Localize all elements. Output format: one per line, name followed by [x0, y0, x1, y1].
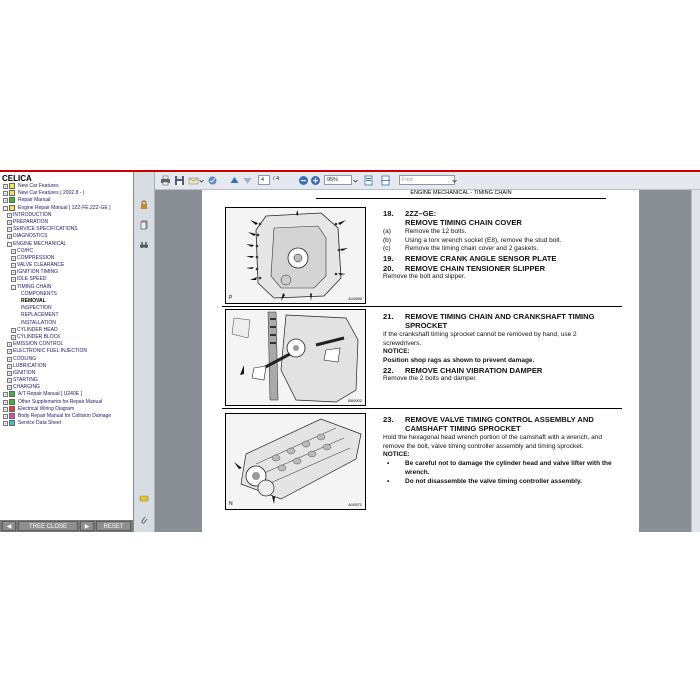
tree-item[interactable] — [0, 241, 133, 248]
tree-item[interactable] — [0, 391, 133, 398]
tree-item[interactable] — [0, 363, 133, 370]
tree-item[interactable] — [0, 356, 133, 363]
tree-next-button[interactable]: ▶ — [80, 521, 94, 531]
chevron-down-icon[interactable] — [199, 175, 204, 186]
expand-icon[interactable]: + — [8, 212, 11, 218]
page-header: ENGINE MECHANICAL - TIMING CHAIN — [316, 190, 606, 199]
tree-item-label: ENGINE MECHANICAL — [13, 240, 67, 247]
step-18-20-text — [383, 209, 615, 282]
page-count-label: / 4 — [273, 176, 280, 182]
tree-item[interactable] — [0, 420, 133, 427]
figure-timing-chain-cover — [225, 207, 366, 304]
tree-item-label: DIAGNOSTICS — [13, 233, 48, 240]
step-18c: (c) Remove the timing chain cover and 2 gaskets. — [383, 245, 539, 253]
tree-item[interactable] — [0, 327, 133, 334]
tree-list — [0, 183, 133, 427]
expand-icon[interactable]: + — [4, 191, 7, 197]
tree-item[interactable] — [0, 298, 133, 305]
email-icon[interactable] — [188, 175, 199, 186]
tree-item-label: INSTALLATION — [21, 319, 56, 326]
tree-item-label: LUBRICATION — [13, 362, 47, 369]
book-icon — [9, 406, 15, 412]
expand-icon[interactable]: + — [4, 184, 7, 189]
step-22-heading: 22. REMOVE CHAIN VIBRATION DAMPER — [383, 366, 543, 375]
expand-icon[interactable]: + — [12, 277, 15, 283]
expand-icon[interactable]: + — [12, 255, 15, 261]
step-18a: (a) Remove the 12 bolts. — [383, 227, 467, 235]
tree-item[interactable] — [0, 284, 133, 291]
step-21-notice-text: Position shop rags as shown to prevent damage. — [383, 357, 535, 365]
expand-icon[interactable]: + — [8, 385, 11, 391]
tree-item[interactable] — [0, 190, 133, 197]
book-icon — [9, 205, 15, 211]
tree-item-label: CO/HC — [17, 247, 34, 254]
expand-icon[interactable]: + — [4, 414, 7, 419]
tree-item-label: Other Supplements for Repair Manual — [18, 398, 103, 405]
book-icon — [9, 399, 15, 405]
step-22-text: Remove the 2 bolts and damper. — [383, 375, 477, 383]
tree-item[interactable] — [0, 291, 133, 298]
tree-item-label: IDLE SPEED — [17, 276, 47, 283]
zoom-in-icon[interactable] — [310, 175, 321, 186]
tree-item[interactable] — [0, 183, 133, 190]
book-icon — [9, 413, 15, 419]
main-toolbar — [155, 172, 700, 190]
tree-item[interactable] — [0, 370, 133, 377]
save-icon[interactable] — [174, 175, 185, 186]
step-23-text — [383, 415, 615, 487]
expand-icon[interactable]: + — [8, 219, 11, 225]
tree-item-label: CYLINDER BLOCK — [17, 333, 61, 340]
book-icon — [9, 391, 15, 397]
step-21-notice-label: NOTICE: — [383, 348, 410, 356]
step-23-bullet-1: • Be careful not to damage the cylinder head and valve lifter with the wrench. — [387, 460, 612, 476]
figure-camshaft-sprocket — [225, 413, 366, 510]
tree-item-label: ELECTRONIC FUEL INJECTION — [13, 348, 87, 355]
expand-icon[interactable]: + — [8, 349, 11, 355]
tree-item[interactable] — [0, 276, 133, 283]
tree-item-label: Body Repair Manual for Collision Damage — [18, 413, 112, 419]
tree-item-label: IGNITION — [13, 369, 36, 376]
figure-id: A10590 — [348, 296, 362, 301]
tree-item-label: New Car Features — [18, 183, 59, 189]
collapse-icon[interactable]: - — [12, 284, 15, 290]
tree-item[interactable] — [0, 399, 133, 406]
tree-item-label: SERVICE SPECIFICATIONS — [13, 226, 78, 233]
sign-icon[interactable] — [207, 175, 218, 186]
page-number-input[interactable]: 4 — [258, 175, 270, 185]
expand-icon[interactable]: + — [4, 421, 7, 427]
expand-icon[interactable]: + — [8, 356, 11, 362]
pages-icon[interactable] — [139, 220, 149, 230]
tree-item[interactable] — [0, 262, 133, 269]
expand-icon[interactable]: + — [8, 342, 11, 348]
tree-item[interactable] — [0, 233, 133, 240]
step-18-heading: 18. 2ZZ–GE: — [383, 209, 437, 218]
figure-marker: P — [229, 295, 233, 301]
step-23-text: Hold the hexagonal head wrench portion of the camshaft with a wrench, and remove the bolt, valve timing controller assembly and timing sprocket. — [383, 433, 602, 450]
tree-item[interactable] — [0, 312, 133, 319]
tree-item[interactable] — [0, 341, 133, 348]
zoom-dropdown-chevron-icon[interactable] — [353, 175, 358, 186]
tree-item-label: PREPARATION — [13, 218, 49, 225]
expand-icon[interactable]: + — [8, 370, 11, 376]
comment-icon[interactable] — [139, 494, 149, 504]
step-21-text: If the crankshaft timing sprocket cannot be removed by hand, use 2 screwdrivers. — [383, 330, 577, 347]
tree-item[interactable] — [0, 413, 133, 420]
attachment-icon[interactable] — [139, 515, 149, 525]
tree-item-label: EMISSION CONTROL — [13, 341, 64, 348]
expand-icon[interactable]: + — [8, 227, 11, 233]
tree-item[interactable] — [0, 320, 133, 327]
collapse-icon[interactable]: - — [4, 205, 7, 211]
lock-icon[interactable] — [139, 200, 149, 210]
tree-item[interactable] — [0, 348, 133, 355]
side-tool-strip — [134, 172, 155, 532]
figure-id: A10571 — [348, 502, 362, 507]
zoom-out-icon[interactable] — [298, 175, 309, 186]
step-18b: (b) Using a torx wrench socket (E8), remove the stud bolt. — [383, 236, 562, 244]
tree-item[interactable] — [0, 205, 133, 212]
tree-item-label: INSPECTION — [21, 305, 52, 312]
tree-reset-button[interactable]: RESET — [96, 521, 131, 531]
expand-icon[interactable]: + — [8, 378, 11, 384]
expand-icon[interactable]: + — [4, 392, 7, 398]
step-23-heading: 23. REMOVE VALVE TIMING CONTROL ASSEMBLY AND CAMSHAFT TIMING SPROCKET — [383, 415, 594, 434]
expand-icon[interactable]: + — [4, 406, 7, 412]
tree-item-label: Electrical Wiring Diagram — [18, 405, 75, 412]
tree-item-label: IGNITION TIMING — [17, 269, 59, 276]
tree-item-label: CHARGING — [13, 384, 40, 391]
find-dropdown-chevron-icon[interactable] — [452, 175, 457, 186]
fit-page-icon[interactable] — [363, 175, 374, 186]
tree-item[interactable] — [0, 248, 133, 255]
tree-item[interactable] — [0, 377, 133, 384]
document-page — [202, 190, 639, 532]
tree-item-label: New Car Features ( 2002.8 - ) — [18, 190, 85, 197]
tree-item[interactable] — [0, 269, 133, 276]
tree-item[interactable] — [0, 305, 133, 312]
figure-id: B00002 — [348, 398, 362, 403]
document-viewport[interactable] — [155, 190, 691, 532]
step-20-heading: 20. REMOVE CHAIN TENSIONER SLIPPER — [383, 263, 546, 273]
step-18-subheading: REMOVE TIMING CHAIN COVER — [405, 218, 522, 228]
expand-icon[interactable]: + — [8, 234, 11, 240]
tree-item-label: Service Data Sheet — [18, 420, 62, 427]
tree-item-label: Engine Repair Manual [ 1ZZ-FE,2ZZ-GE ] — [18, 204, 111, 211]
tree-close-button[interactable]: TREE CLOSE — [18, 521, 78, 531]
tree-item[interactable] — [0, 226, 133, 233]
tree-item[interactable] — [0, 384, 133, 391]
section-divider — [222, 306, 622, 307]
application-window — [0, 170, 700, 532]
step-21-22-text — [383, 312, 615, 384]
fit-width-icon[interactable] — [380, 175, 391, 186]
expand-icon[interactable]: + — [12, 334, 15, 340]
collapse-icon[interactable]: - — [8, 241, 11, 247]
tree-item-label: STARTING — [13, 377, 38, 384]
expand-icon[interactable]: + — [12, 248, 15, 254]
find-input[interactable]: Find — [399, 175, 455, 185]
step-23-notice-label: NOTICE: — [383, 451, 410, 459]
expand-icon[interactable]: + — [12, 270, 15, 276]
tree-item-label: INTRODUCTION — [13, 211, 52, 218]
expand-icon[interactable]: + — [8, 363, 11, 369]
navigation-tree-panel — [0, 172, 134, 532]
section-divider — [222, 408, 622, 409]
expand-icon[interactable]: + — [4, 399, 7, 405]
tree-item[interactable] — [0, 334, 133, 341]
tree-item[interactable] — [0, 406, 133, 413]
step-21-heading: 21. REMOVE TIMING CHAIN AND CRANKSHAFT TIMING SPROCKET — [383, 312, 595, 331]
tree-item-label: Repair Manual — [18, 197, 51, 204]
tree-item-label: REMOVAL — [21, 298, 46, 304]
expand-icon[interactable]: + — [4, 198, 7, 204]
tree-item-label: COMPONENTS — [21, 290, 57, 297]
page-up-icon[interactable] — [229, 175, 240, 186]
book-icon — [9, 183, 15, 189]
book-icon — [9, 420, 15, 426]
print-icon[interactable] — [160, 175, 171, 186]
figure-crankshaft-sprocket — [225, 309, 366, 406]
step-19-heading: 19. REMOVE CRANK ANGLE SENSOR PLATE — [383, 254, 557, 264]
tree-item-label: COOLING — [13, 355, 37, 362]
figure-marker: N — [229, 501, 233, 507]
tree-item[interactable] — [0, 197, 133, 204]
page-down-icon[interactable] — [242, 175, 253, 186]
step-23-bullet-2: • Do not disassemble the valve timing controller assembly. — [387, 477, 582, 485]
binoculars-icon[interactable] — [139, 240, 149, 250]
tree-item-label: TIMING CHAIN — [17, 283, 52, 290]
step-20-text: Remove the bolt and slipper. — [383, 273, 466, 281]
tree-item[interactable] — [0, 212, 133, 219]
document-vertical-scrollbar[interactable] — [691, 190, 700, 532]
tree-prev-button[interactable]: ◀ — [2, 521, 16, 531]
tree-item[interactable] — [0, 255, 133, 262]
zoom-level-select[interactable]: 95% — [324, 175, 352, 185]
book-icon — [9, 197, 15, 203]
tree-item-label: REPLACEMENT — [21, 312, 59, 319]
tree-item-label: A/T Repair Manual [ U240E ] — [18, 391, 82, 398]
tree-item-label: CYLINDER HEAD — [17, 326, 58, 333]
tree-title: CELICA — [2, 174, 32, 183]
book-icon — [9, 190, 15, 196]
expand-icon[interactable]: + — [12, 327, 15, 333]
tree-footer — [0, 520, 133, 532]
expand-icon[interactable]: + — [12, 263, 15, 269]
tree-item-label: VALVE CLEARANCE — [17, 262, 65, 269]
tree-item-label: COMPRESSION — [17, 254, 55, 261]
tree-item[interactable] — [0, 219, 133, 226]
